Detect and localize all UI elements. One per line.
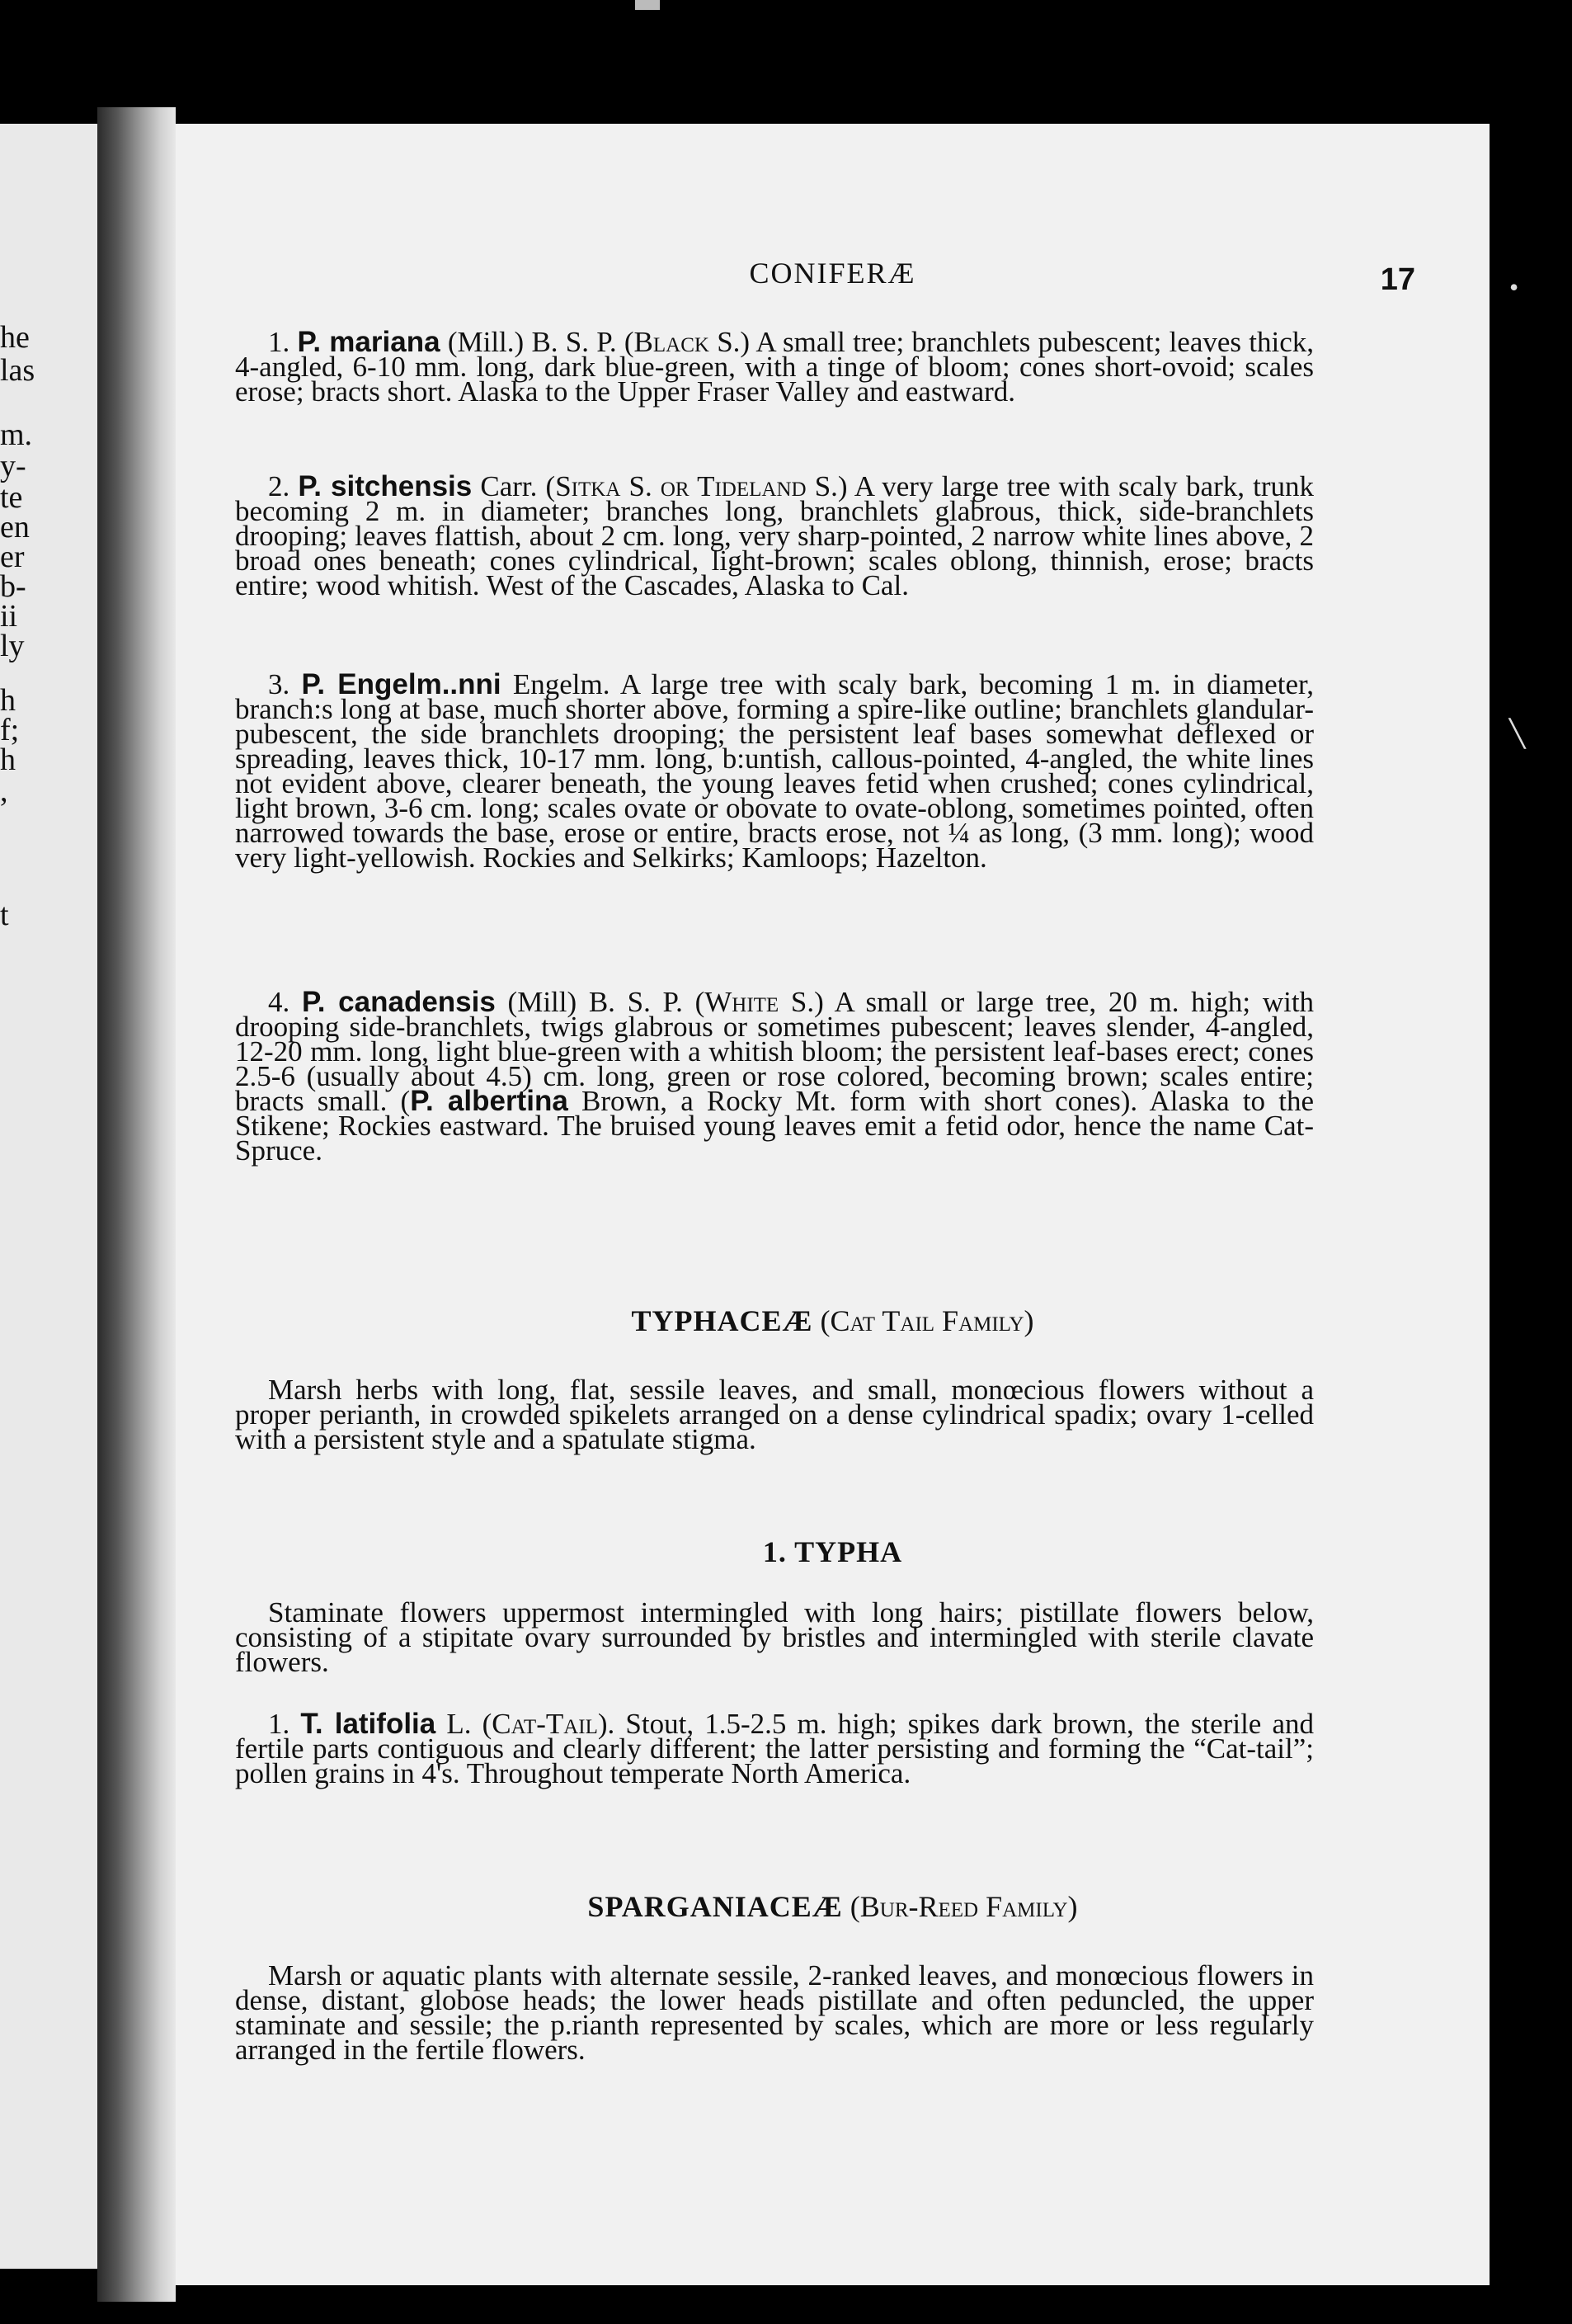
left-fragment: ii [0,599,18,634]
left-fragment: en [0,510,30,544]
genus-name: 1. TYPHA [762,1535,903,1568]
species-entry [235,986,1315,1167]
left-fragment: f; [0,713,20,747]
species-description: ) A small tree; branchlets pubescent; leaves thick, 4-angled, 6-10 mm. long, dark blue-green, with a tinge of bloom; cones short-ovoid; scales erose; bracts short. Alaska to the Upper Fraser Valley and eastward. [235,326,1315,408]
species-name: P. sitchensis [298,470,473,502]
species-authority: (Mill.) B. S. P. ( [447,326,634,358]
species-description: ) A very large tree with scaly bark, trunk becoming 2 m. in diameter; branches long, branchlets glabrous, thick, side-branchlets drooping; leaves flattish, about 2 cm. long, very sharp-pointed, 2 narrow white lines above, 2 broad ones beneath; cones cylindrical, light-brown; scales oblong, thinnish, erose; bracts entire; wood whitish. West of the Cascades, Alaska to Cal. [235,470,1314,601]
left-fragment: b- [0,569,26,604]
species-authority: L. ( [446,1708,492,1740]
common-name: Sitka S. or Tideland S. [555,470,838,502]
left-fragment: ly [0,629,25,663]
family-heading [176,1889,1490,1924]
species-authority: Engelm. [512,668,610,700]
film-blot [635,0,660,10]
film-speck: • [1509,272,1519,302]
genus-description-text: Staminate flowers uppermost intermingled with long hairs; pistillate flowers below, consisting of a stipitate ovary surrounded by bristles and intermingled with sterile clavate flowers. [235,1596,1314,1678]
family-name: TYPHACEÆ [631,1304,813,1337]
left-fragment: h [0,742,16,777]
left-fragment: m. [0,417,33,452]
species-name: P. Engelm..nni [301,668,501,700]
species-authority: (Mill) B. S. P. ( [507,986,705,1018]
entry-number: 1. [268,1708,290,1740]
family-common-name: (Bur-Reed Family) [850,1890,1078,1923]
species-name: P. canadensis [301,986,496,1018]
family-description-text: Marsh herbs with long, flat, sessile leaves, and small, monœcious flowers without a proper perianth, in crowded spikelets arranged on a dense cylindrical spadix; ovary 1-celled with a persistent style and a spatulate stigma. [235,1374,1314,1455]
family-heading [176,1303,1490,1338]
page-number: 17 [1380,262,1415,297]
left-fragment: las [0,353,35,388]
species-entry [235,1708,1315,1789]
species-name: T. latifolia [300,1708,436,1740]
family-description [235,1374,1314,1455]
entry-number: 2. [268,470,290,502]
left-fragment: t [0,898,9,932]
entry-number: 1. [268,326,290,358]
left-fragment: , [0,774,8,808]
species-entry [235,470,1314,601]
genus-heading [176,1534,1490,1569]
entry-number: 3. [268,668,290,700]
family-name: SPARGANIACEÆ [587,1890,843,1923]
common-name: Black S. [633,326,741,358]
species-authority: Carr. ( [480,470,556,502]
family-description-text: Marsh or aquatic plants with alternate sessile, 2-ranked leaves, and monœcious flowers in dense, distant, globose heads; the lower heads pistillate and often peduncled, the upper staminate and sessile; the p.rianth represented by scales, which are more or less regularly arranged in the fertile flowers. [235,1959,1314,2066]
entry-number: 4. [268,986,290,1018]
left-fragment: he [0,320,30,355]
common-name: Cat-Tail [492,1708,598,1740]
common-name: White S. [704,986,815,1018]
species-entry [235,326,1315,408]
species-description: A large tree with scaly bark, becoming 1 m. in diameter, branch:s long at base, much shorter above, forming a spire-like outline; branchlets glandular-pubescent, the side branchlets drooping; the persistent leaf bases somewhat deflexed or spreading, leaves thick, 10-17 mm. long, b:untish, callous-pointed, 4-angled, the white lines not evident above, clearer beneath, the young leaves fetid when crushed; cones cylindrical, light brown, 3-6 cm. long; scales ovate or obovate to ovate-oblong, sometimes pointed, often narrowed towards the base, erose or entire, bracts erose, not ¼ as long, (3 mm. long); wood very light-yellowish. Rockies and Selkirks; Kamloops; Hazelton. [235,668,1314,874]
family-common-name: (Cat Tail Family) [820,1304,1034,1337]
species-description: ) A small or large tree, 20 m. high; with drooping side-branchlets, twigs glabrous or sometimes pubescent; leaves slender, 4-angled, 12-20 mm. long, light blue-green with a whitish bloom; the persistent leaf-bases erect; cones 2.5-6 (usually about 4.5) cm. long, green or rose colored, becoming brown; scales entire; bracts small. ( [235,986,1315,1117]
species-entry [235,668,1314,874]
species-name: P. mariana [297,326,440,358]
left-page-edge [0,124,97,2269]
family-description [235,1959,1314,2066]
genus-description [235,1596,1314,1678]
book-gutter [97,107,176,2302]
film-speck: ╲ [1509,719,1526,748]
left-fragment: er [0,540,25,574]
book-page [176,124,1490,2285]
species-description: ). Stout, 1.5-2.5 m. high; spikes dark brown, the sterile and fertile parts contiguous and clearly different; the latter persisting and forming the “Cat-tail”; pollen grains in 4's. Throughout temperate North America. [235,1708,1315,1789]
variety-description: Brown, a Rocky Mt. form with short cones). Alaska to the Stikene; Rockies eastward. The bruised young leaves emit a fetid odor, hence the name Cat-Spruce. [235,1085,1314,1167]
left-fragment: h [0,683,16,718]
left-fragment: y- [0,449,26,483]
variety-name: P. albertina [410,1085,568,1117]
left-fragment: te [0,480,23,515]
running-head: CONIFERÆ [749,257,916,290]
